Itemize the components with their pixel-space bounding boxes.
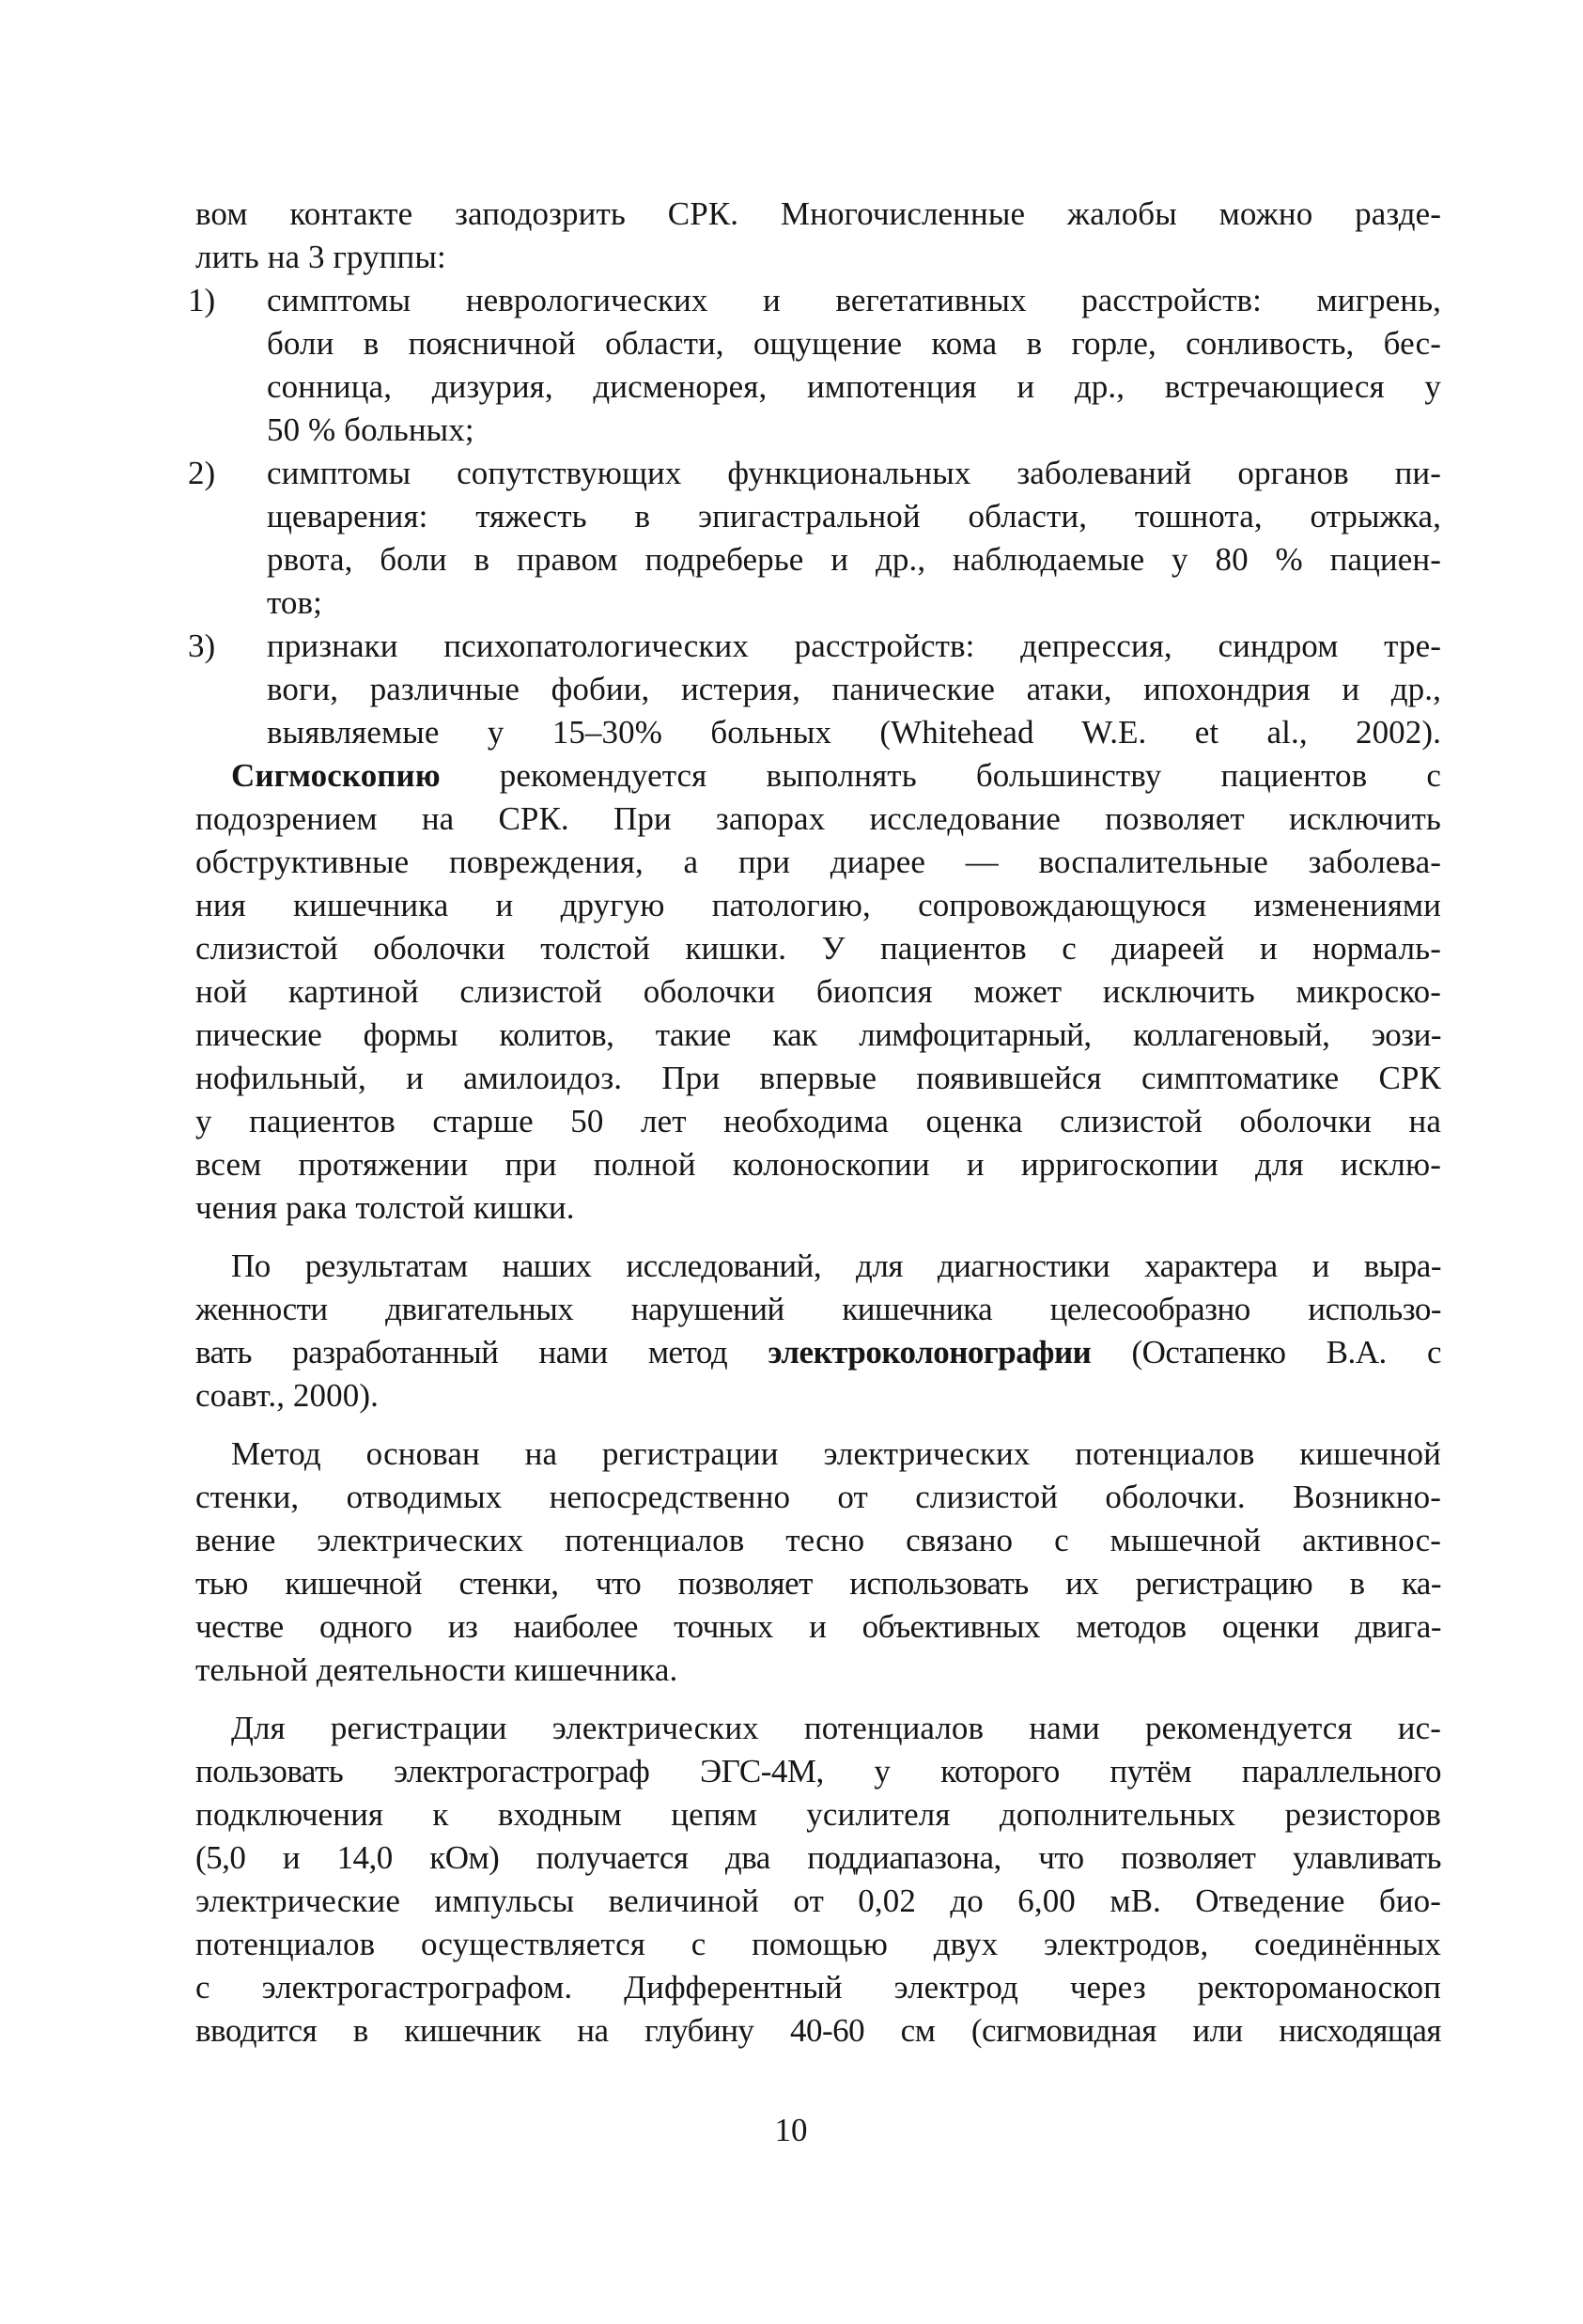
list-item-line: воги, различные фобии, истерия, панические атаки, ипохондрия и др.,: [267, 671, 1441, 707]
list-item-line: тов;: [267, 584, 322, 621]
text-line: Метод основан на регистрации электрических потенциалов кишечной: [231, 1435, 1441, 1472]
bold-term: Сигмоскопию: [231, 757, 441, 794]
bold-term: электроколонографии: [768, 1334, 1092, 1371]
paragraph-first-line: [231, 754, 1441, 798]
list-item-line: выявляемые у 15–30% больных (Whitehead W.E. et al., 2002).: [267, 714, 1441, 751]
text-line: стенки, отводимых непосредственно от слизистой оболочки. Возникно-: [195, 1479, 1441, 1515]
list-item-line: симптомы неврологических и вегетативных расстройств: мигрень,: [267, 282, 1441, 318]
list-item-line: рвота, боли в правом подреберье и др., наблюдаемые у 80 % пациен-: [267, 541, 1441, 578]
list-number: 1): [188, 282, 216, 318]
list-item-line: боли в поясничной области, ощущение кома в горле, сонливость, бес-: [267, 325, 1441, 362]
text-line: вводится в кишечник на глубину 40-60 см (сигмовидная или нисходящая: [195, 2012, 1441, 2049]
text-line: слизистой оболочки толстой кишки. У пациентов с диареей и нормаль-: [195, 930, 1441, 967]
text-line: (5,0 и 14,0 кОм) получается два поддиапазона, что позволяет улавливать: [195, 1839, 1441, 1876]
text-line: подключения к входным цепям усилителя дополнительных резисторов: [195, 1796, 1441, 1833]
text-line: с электрогастрографом. Дифферентный электрод через ректороманоскоп: [195, 1969, 1441, 2006]
page-number: 10: [774, 2112, 808, 2148]
text-span: вать разработанный нами метод: [195, 1334, 768, 1371]
text-line: у пациентов старше 50 лет необходима оценка слизистой оболочки на: [195, 1103, 1441, 1139]
text-line: всем протяжении при полной колоноскопии и ирригоскопии для исклю-: [195, 1146, 1441, 1183]
text-line: пользовать электрогастрограф ЭГС-4М, у которого путём параллельного: [195, 1753, 1441, 1789]
text-line: По результатам наших исследований, для диагностики характера и выра-: [231, 1247, 1441, 1284]
text-span: рекомендуется выполнять большинству пациентов с: [440, 757, 1441, 794]
text-line: вение электрических потенциалов тесно связано с мышечной активнос-: [195, 1522, 1441, 1558]
list-item-line: признаки психопатологических расстройств: депрессия, синдром тре-: [267, 627, 1441, 664]
list-item-line: симптомы сопутствующих функциональных заболеваний органов пи-: [267, 455, 1441, 491]
text-span: (Остапенко В.А. с: [1091, 1334, 1442, 1371]
text-line: вом контакте заподозрить СРК. Многочисленные жалобы можно разде-: [195, 195, 1441, 232]
text-line: соавт., 2000).: [195, 1377, 379, 1414]
text-line: обструктивные повреждения, а при диарее — воспалительные заболева-: [195, 844, 1441, 880]
list-number: 3): [188, 627, 216, 664]
text-line: электрические импульсы величиной от 0,02 до 6,00 мВ. Отведение био-: [195, 1882, 1441, 1919]
text-line: ной картиной слизистой оболочки биопсия может исключить микроско-: [195, 973, 1441, 1010]
text-line: пические формы колитов, такие как лимфоцитарный, коллагеновый, эози-: [195, 1016, 1441, 1053]
text-line: тью кишечной стенки, что позволяет использовать их регистрацию в ка-: [195, 1565, 1441, 1602]
text-line: нофильный, и амилоидоз. При впервые появившейся симптоматике СРК: [195, 1060, 1441, 1096]
text-line: потенциалов осуществляется с помощью двух электродов, соединённых: [195, 1926, 1441, 1962]
list-item-line: сонница, дизурия, дисменорея, импотенция и др., встречающиеся у: [267, 368, 1441, 405]
list-number: 2): [188, 455, 216, 491]
text-line: женности двигательных нарушений кишечника целесообразно использо-: [195, 1291, 1441, 1327]
text-line: подозрением на СРК. При запорах исследование позволяет исключить: [195, 800, 1441, 837]
text-line: чения рака толстой кишки.: [195, 1189, 575, 1226]
text-line: Для регистрации электрических потенциалов нами рекомендуется ис-: [231, 1710, 1441, 1746]
text-line: честве одного из наиболее точных и объективных методов оценки двига-: [195, 1608, 1441, 1645]
text-line: ния кишечника и другую патологию, сопровождающуюся изменениями: [195, 887, 1441, 923]
list-item-line: 50 % больных;: [267, 411, 474, 448]
text-line: тельной деятельности кишечника.: [195, 1651, 678, 1688]
text-line: [195, 1331, 1441, 1374]
text-line: лить на 3 группы:: [195, 239, 446, 275]
list-item-line: щеварения: тяжесть в эпигастральной области, тошнота, отрыжка,: [267, 498, 1441, 535]
